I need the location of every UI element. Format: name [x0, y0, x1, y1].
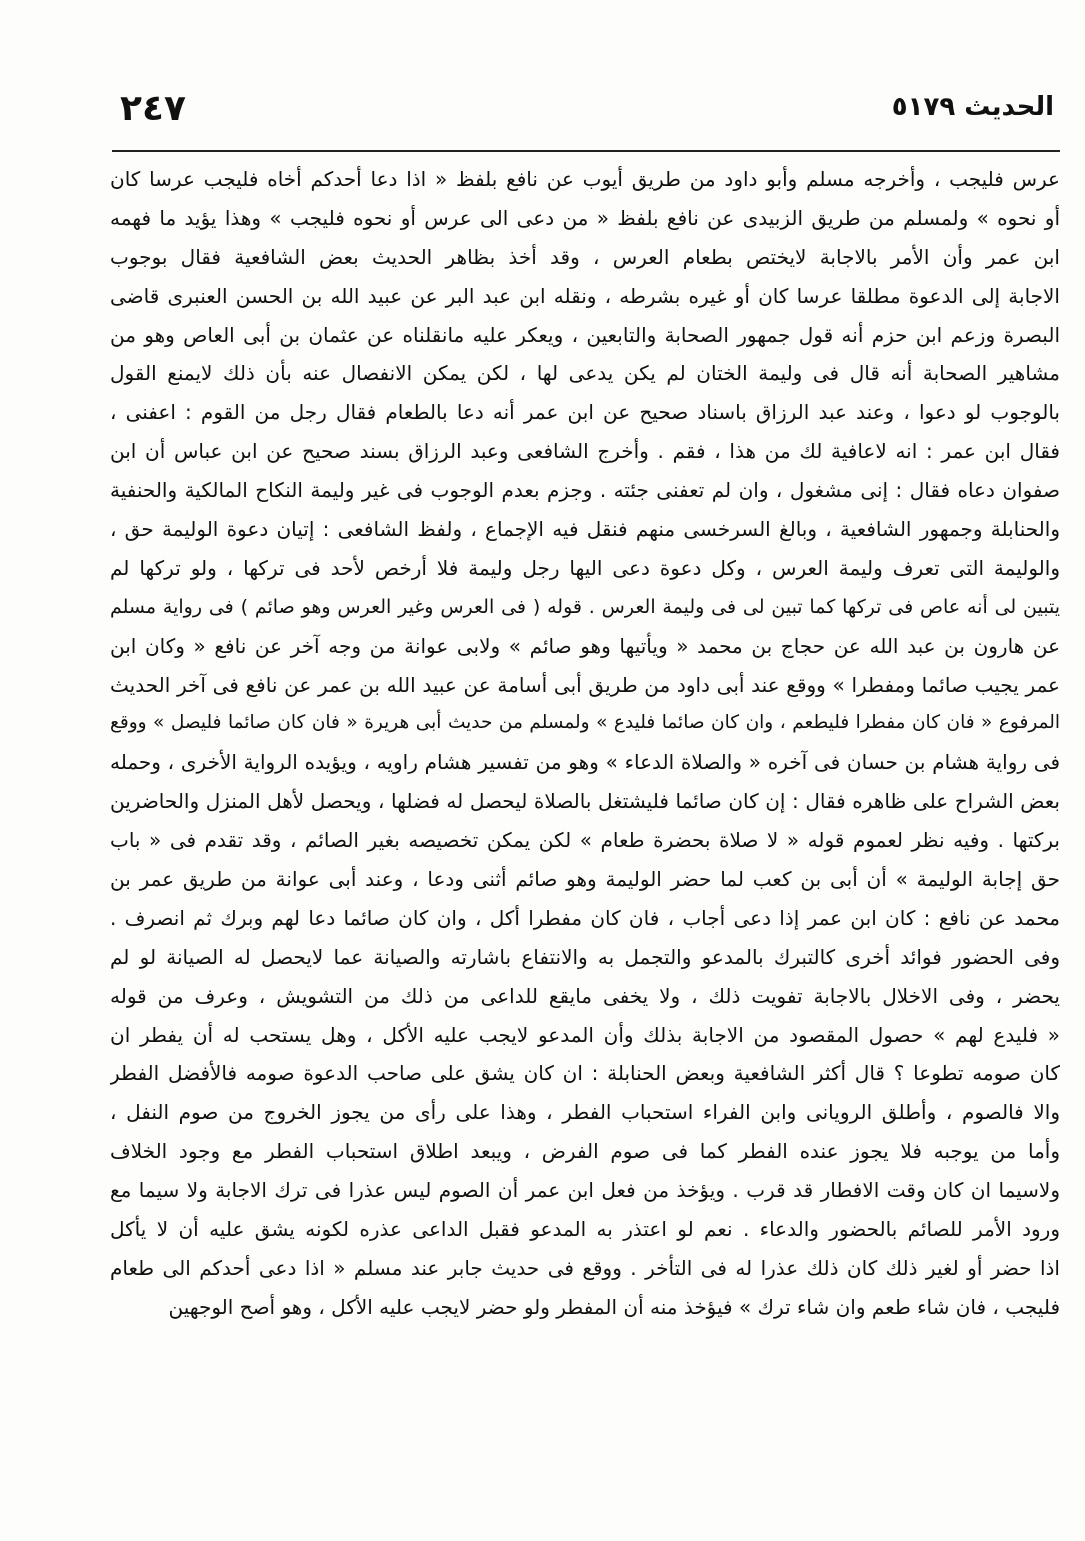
text-line: والا فالصوم ، وأطلق الرويانى وابن الفراء استحباب الفطر ، وهذا على رأى من يجوز الخروج من صوم النفل ،: [110, 1100, 1060, 1125]
text-line: « فليدع لهم » حصول المقصود من الاجابة بذلك وأن المدعو لايجب عليه الأكل ، وهل يستحب له أن يفطر ان: [110, 1022, 1060, 1047]
text-line: وأما من يوجبه فلا يجوز عنده الفطر كما فى صوم الفرض ، ويبعد اطلاق استحباب الفطر مع وجود الخلاف: [110, 1139, 1060, 1164]
text-line: صفوان دعاه فقال : إنى مشغول ، وان لم تعفنى جئته . وجزم بعدم الوجوب فى غير وليمة النكاح المالكية والحنفية: [110, 478, 1060, 503]
text-line: ولاسيما ان كان وقت الافطار قد قرب . ويؤخذ من فعل ابن عمر أن الصوم ليس عذرا فى ترك الاجابة ولا سيما مع: [110, 1178, 1060, 1203]
text-line: اذا حضر أو لغير ذلك كان ذلك عذرا له فى التأخر . ووقع فى حديث جابر عند مسلم « اذا دعى أحدكم الى طعام: [110, 1255, 1060, 1280]
text-line: المرفوع « فان كان مفطرا فليطعم ، وان كان صائما فليدع » ولمسلم من حديث أبى هريرة « فان كان صائما فليصل » ووقع: [110, 712, 1060, 734]
text-line: وفى الحضور فوائد أخرى كالتبرك بالمدعو والتجمل به والانتفاع باشارته والصيانة عما لايحصل له الصيانة لو لم: [110, 944, 1060, 969]
text-line: ورود الأمر للصائم بالحضور والدعاء . نعم لو اعتذر به المدعو فقبل الداعى عذره لكونه يشق عليه أن لا يأكل: [110, 1217, 1060, 1242]
body-text: [110, 160, 1060, 1327]
header-rule: [112, 150, 1060, 152]
text-line: بركتها . وفيه نظر لعموم قوله « لا صلاة بحضرة طعام » لكن يمكن تخصيصه بغير الصائم ، وقد تقدم فى « باب: [110, 828, 1060, 853]
text-line: مشاهير الصحابة أنه قال فى وليمة الختان لم يكن يدعى لها ، لكن يمكن الانفصال عنه بأن ذلك لايمنع القول: [110, 361, 1060, 386]
text-line: عرس فليجب ، وأخرجه مسلم وأبو داود من طريق أيوب عن نافع بلفظ « اذا دعا أحدكم أخاه فليجب عرسا كان: [110, 167, 1060, 191]
text-line: أو نحوه » ولمسلم من طريق الزبيدى عن نافع بلفظ « من دعى الى عرس أو نحوه فليجب » وهذا يؤيد ما فهمه: [110, 205, 1060, 230]
text-line: الاجابة إلى الدعوة مطلقا عرسا كان أو غيره بشرطه ، ونقله ابن عبد البر عن عبيد الله بن الحسن العنبرى قاضى: [110, 283, 1060, 308]
text-line: والوليمة التى تعرف وليمة العرس ، وكل دعوة دعى اليها رجل وليمة فلا أرخص لأحد فى تركها ، ولو تركها لم: [110, 555, 1060, 580]
text-line: يحضر ، وفى الاخلال بالاجابة تفويت ذلك ، ولا يخفى مايقع للداعى من ذلك من التشويش ، وعرف من قوله: [110, 983, 1060, 1008]
text-line: والحنابلة وجمهور الشافعية ، وبالغ السرخسى منهم فنقل فيه الإجماع ، ولفظ الشافعى : إتيان دعوة الوليمة حق ،: [110, 517, 1060, 542]
text-line: ابن عمر وأن الأمر بالاجابة لايختص بطعام العرس ، وقد أخذ بظاهر الحديث بعض الشافعية فقال بوجوب: [110, 244, 1060, 269]
text-line: فقال ابن عمر : انه لاعافية لك من هذا ، فقم . وأخرج الشافعى وعبد الرزاق بسند صحيح عن ابن عباس أن ابن: [110, 439, 1060, 464]
text-line: عن هارون بن عبد الله عن حجاج بن محمد « ويأتيها وهو صائم » ولابى عوانة من وجه آخر عن نافع « وكان ابن: [110, 633, 1060, 658]
page-number: ٢٤٧: [120, 88, 186, 129]
page-header: [110, 88, 1060, 148]
text-line: يتبين لى أنه عاص فى تركها كما تبين لى فى وليمة العرس . قوله ( فى العرس وغير العرس وهو صائم ) فى رواية مسلم: [110, 595, 1060, 618]
text-line: كان صومه تطوعا ؟ قال أكثر الشافعية وبعض الحنابلة : ان كان يشق على صاحب الدعوة صومه فالأفضل الفطر: [110, 1061, 1060, 1086]
text-line: فى رواية هشام بن حسان فى آخره « والصلاة الدعاء » وهو من تفسير هشام راويه ، ويؤيده الرواية الأخرى ، وحمله: [110, 750, 1060, 775]
text-line: حق إجابة الوليمة » أن أبى بن كعب لما حضر الوليمة وهو صائم أثنى ودعا ، وعند أبى عوانة من طريق عمر بن: [110, 867, 1060, 892]
running-title: الحديث ٥١٧٩: [891, 92, 1054, 122]
text-line: بالوجوب لو دعوا ، وعند عبد الرزاق باسناد صحيح عن ابن عمر أنه دعا بالطعام فقال رجل من القوم : اعفنى ،: [110, 400, 1060, 425]
text-line: فليجب ، فان شاء طعم وان شاء ترك » فيؤخذ منه أن المفطر ولو حضر لايجب عليه الأكل ، وهو أصح الوجهين: [168, 1294, 1060, 1319]
text-line: عمر يجيب صائما ومفطرا » ووقع عند أبى داود من طريق أبى أسامة عن عبيد الله بن عمر عن نافع فى آخر الحديث: [110, 672, 1060, 697]
text-line: البصرة وزعم ابن حزم أنه قول جمهور الصحابة والتابعين ، ويعكر عليه مانقلناه عن عثمان بن أبى العاص وهو من: [110, 322, 1060, 347]
text-line: بعض الشراح على ظاهره فقال : إن كان صائما فليشتغل بالصلاة ليحصل له فضلها ، ويحصل لأهل المنزل والحاضرين: [110, 789, 1060, 814]
text-line: محمد عن نافع : كان ابن عمر إذا دعى أجاب ، فان كان مفطرا أكل ، وان كان صائما دعا لهم وبرك ثم انصرف .: [110, 905, 1060, 930]
